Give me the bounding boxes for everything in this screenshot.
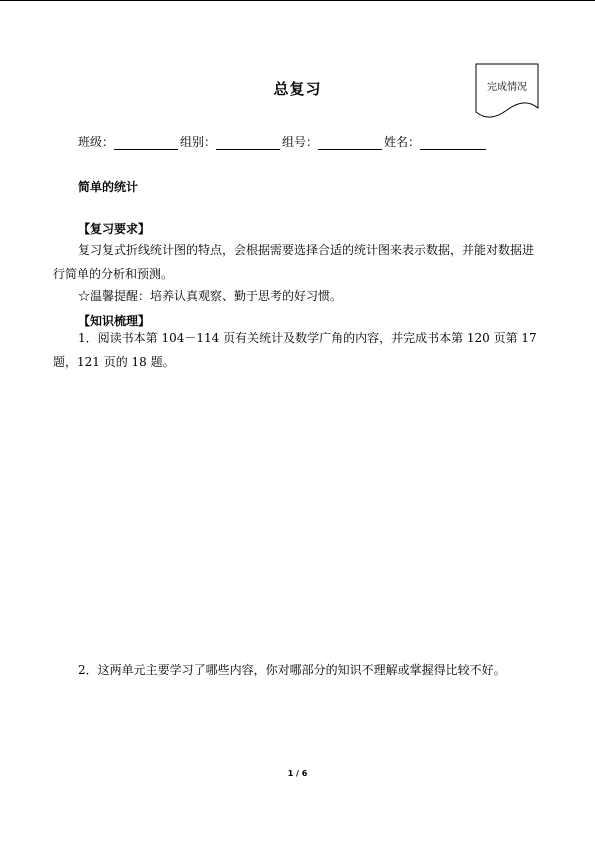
task-item-1: 1．阅读书本第 104－114 页有关统计及数学广角的内容，并完成书本第 120 页第 17 题，121 页的 18 题。 (53, 331, 537, 369)
name-label: 姓名： (384, 135, 421, 149)
page-title: 总复习 (273, 80, 322, 98)
group-number-field[interactable] (318, 137, 382, 150)
top-border-line (0, 0, 595, 1)
page-number: 1 / 6 (287, 769, 308, 778)
completion-status-label: 完成情况 (487, 82, 527, 93)
knowledge-review-heading: 【知识梳理】 (78, 314, 151, 328)
task-item-2: 2．这两单元主要学习了哪些内容，你对哪部分的知识不理解或掌握得比较不好。 (78, 663, 506, 677)
group-field[interactable] (216, 137, 280, 150)
class-field[interactable] (114, 137, 178, 150)
section-title: 简单的统计 (78, 180, 139, 194)
group-number-label: 组号： (282, 135, 319, 149)
class-label: 班级： (78, 135, 115, 149)
review-requirements-heading: 【复习要求】 (78, 222, 151, 236)
warm-tip-text: ☆温馨提醒：培养认真观察、勤于思考的好习惯。 (78, 289, 343, 303)
name-field[interactable] (420, 137, 486, 150)
student-info-line (78, 133, 488, 150)
completion-status-box (474, 62, 540, 124)
scroll-shape-icon (474, 62, 540, 124)
review-requirements-text: 复习复式折线统计图的特点，会根据需要选择合适的统计图来表示数据，并能对数据进行简单的分析和预测。 (53, 243, 535, 281)
group-label: 组别： (180, 135, 217, 149)
